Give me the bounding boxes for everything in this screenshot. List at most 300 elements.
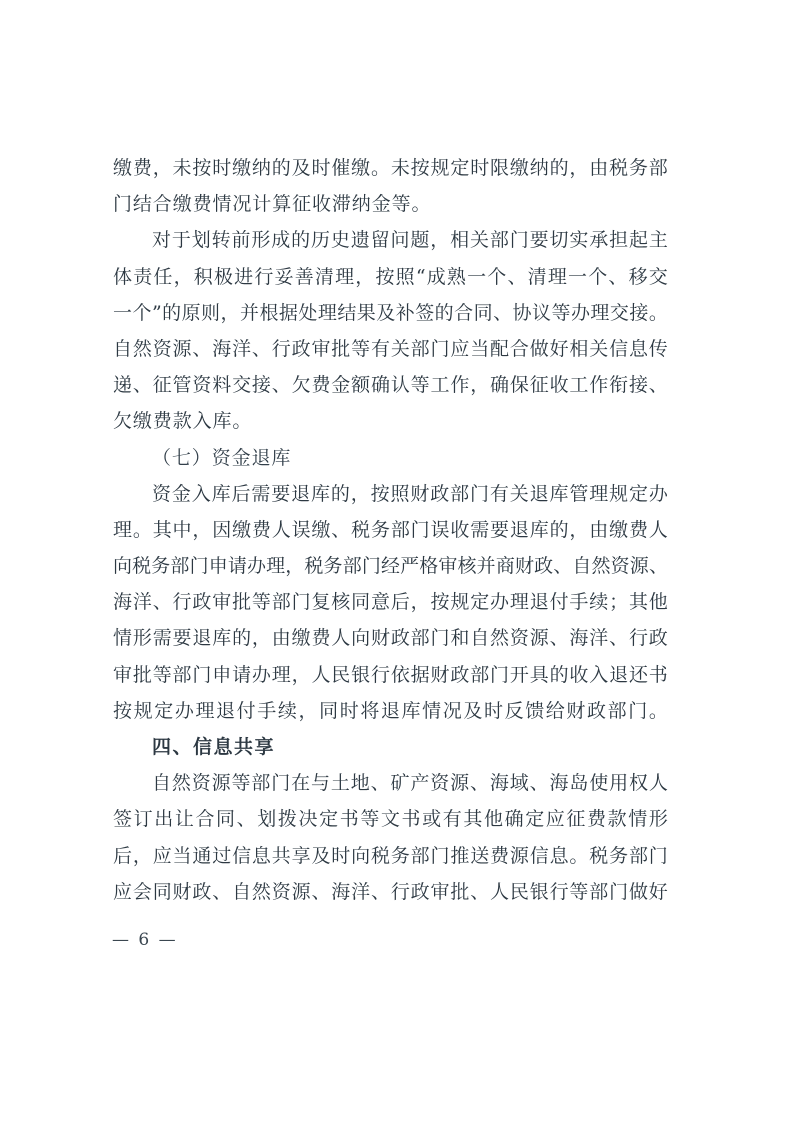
glyph: 遗: [350, 229, 370, 252]
glyph: ，: [569, 518, 589, 541]
glyph: 规: [609, 482, 629, 505]
glyph: 要: [529, 229, 549, 252]
glyph: 的: [162, 301, 182, 324]
glyph: 民: [509, 880, 529, 903]
glyph: 签: [113, 808, 133, 831]
glyph: 交: [232, 374, 252, 397]
text-line: [113, 548, 668, 584]
glyph: 门: [628, 699, 648, 722]
glyph: 办: [251, 663, 271, 686]
glyph: 、: [608, 265, 628, 288]
glyph: 让: [174, 808, 194, 831]
glyph: 严: [400, 555, 420, 578]
text-line: [113, 150, 668, 186]
glyph: 税: [304, 555, 324, 578]
glyph: 民: [331, 663, 351, 686]
text-line: [113, 620, 668, 656]
glyph: 。: [648, 699, 668, 722]
glyph: 、: [648, 555, 668, 578]
glyph: 实: [569, 229, 589, 252]
glyph: 递: [113, 374, 133, 397]
glyph: 源: [629, 555, 649, 578]
glyph: 要: [490, 518, 510, 541]
glyph: 移: [628, 265, 648, 288]
glyph: 人: [311, 663, 331, 686]
glyph: 人: [490, 880, 510, 903]
glyph: 照: [390, 482, 410, 505]
glyph: 一: [568, 265, 588, 288]
glyph: 办: [648, 482, 668, 505]
glyph: 关: [509, 482, 529, 505]
glyph: 确: [370, 374, 390, 397]
glyph: 政: [450, 663, 470, 686]
glyph: 商: [495, 555, 515, 578]
glyph: 清: [314, 265, 334, 288]
glyph: 批: [331, 337, 351, 360]
glyph: 则: [201, 301, 221, 324]
glyph: 办: [174, 699, 194, 722]
glyph: 海: [569, 627, 589, 650]
glyph: 原: [181, 301, 201, 324]
glyph: 的: [549, 157, 569, 179]
glyph: 库: [211, 482, 231, 505]
glyph: 定: [319, 808, 339, 831]
glyph: 后: [231, 482, 251, 505]
glyph: 、: [311, 880, 331, 903]
glyph: 息: [628, 337, 648, 360]
glyph: 留: [370, 229, 390, 252]
glyph: 主: [648, 229, 668, 252]
glyph: 对: [152, 229, 172, 252]
glyph: ”: [151, 301, 162, 324]
glyph: 部: [589, 880, 609, 903]
text-line: 欠缴费款入库。: [113, 410, 253, 433]
glyph: 向: [351, 844, 371, 867]
sub-heading: （七）资金退库: [152, 446, 292, 469]
glyph: 、: [331, 518, 351, 541]
glyph: 相: [450, 229, 470, 252]
glyph: 库: [529, 518, 549, 541]
glyph: 通: [192, 844, 212, 867]
glyph: 资: [191, 772, 211, 795]
glyph: 。: [569, 844, 589, 867]
glyph: 政: [291, 337, 311, 360]
glyph: 当: [172, 844, 192, 867]
glyph: 门: [291, 591, 311, 614]
glyph: 退: [216, 699, 236, 722]
glyph: 定: [470, 591, 490, 614]
text-line: 门结合缴费情况计算征收滞纳金等。: [113, 193, 432, 216]
glyph: 形: [648, 808, 668, 831]
glyph: 门: [271, 772, 291, 795]
glyph: ，: [355, 265, 375, 288]
glyph: 、: [549, 627, 569, 650]
glyph: 接: [629, 301, 649, 324]
glyph: 部: [489, 229, 509, 252]
glyph: 岛: [569, 772, 589, 795]
glyph: ，: [285, 555, 305, 578]
glyph: 规: [133, 699, 153, 722]
glyph: 等: [551, 301, 571, 324]
glyph: 配: [490, 337, 510, 360]
glyph: 费: [587, 808, 607, 831]
glyph: 源: [509, 844, 529, 867]
glyph: 书: [648, 663, 668, 686]
glyph: 财: [370, 627, 390, 650]
glyph: 费: [628, 518, 648, 541]
glyph: 退: [529, 591, 549, 614]
glyph: 工: [569, 374, 589, 397]
glyph: 形: [132, 627, 152, 650]
glyph: 切: [549, 229, 569, 252]
glyph: 等: [569, 880, 589, 903]
glyph: 误: [291, 518, 311, 541]
glyph: 及: [291, 157, 311, 179]
glyph: 、: [236, 808, 256, 831]
glyph: 批: [232, 591, 252, 614]
glyph: 及: [311, 844, 331, 867]
glyph: 关: [390, 337, 410, 360]
glyph: 他: [648, 591, 668, 614]
glyph: 做: [529, 337, 549, 360]
glyph: 等: [410, 374, 430, 397]
glyph: 行: [254, 265, 274, 288]
glyph: 然: [132, 337, 152, 360]
glyph: 成: [271, 229, 291, 252]
glyph: 地: [350, 772, 370, 795]
glyph: 政: [534, 555, 554, 578]
glyph: 的: [549, 518, 569, 541]
glyph: 洋: [132, 591, 152, 614]
glyph: 税: [589, 844, 609, 867]
glyph: 后: [390, 591, 410, 614]
glyph: 书: [401, 808, 421, 831]
glyph: 由: [271, 627, 291, 650]
glyph: 中: [172, 518, 192, 541]
glyph: 传: [648, 337, 668, 360]
glyph: 门: [189, 555, 209, 578]
glyph: 申: [212, 663, 232, 686]
glyph: 、: [251, 337, 271, 360]
text-line: [113, 838, 668, 874]
glyph: 时: [470, 157, 490, 179]
glyph: 费: [311, 627, 331, 650]
glyph: 库: [401, 699, 421, 722]
glyph: 人: [648, 518, 668, 541]
glyph: 保: [509, 374, 529, 397]
glyph: 、: [648, 374, 668, 397]
glyph: 海: [489, 772, 509, 795]
glyph: 开: [509, 663, 529, 686]
glyph: 门: [648, 844, 668, 867]
glyph: 金: [171, 482, 191, 505]
glyph: 根: [259, 301, 279, 324]
glyph: 情: [628, 808, 648, 831]
glyph: 审: [212, 591, 232, 614]
page-number: — 6 —: [112, 930, 178, 950]
glyph: 政: [587, 699, 607, 722]
glyph: 源: [450, 772, 470, 795]
glyph: 在: [291, 772, 311, 795]
glyph: 好: [549, 337, 569, 360]
glyph: 同: [473, 301, 493, 324]
glyph: 资: [509, 627, 529, 650]
glyph: ，: [410, 591, 430, 614]
glyph: 熟: [446, 265, 466, 288]
text-line: [113, 874, 668, 910]
glyph: 要: [172, 627, 192, 650]
glyph: ，: [132, 844, 152, 867]
glyph: ，: [350, 482, 370, 505]
glyph: 信: [609, 337, 629, 360]
glyph: 享: [291, 844, 311, 867]
glyph: 时: [331, 844, 351, 867]
glyph: 同: [319, 699, 339, 722]
glyph: 自: [232, 880, 252, 903]
glyph: 责: [133, 265, 153, 288]
glyph: 库: [212, 627, 232, 650]
glyph: 部: [410, 337, 430, 360]
glyph: 反: [504, 699, 524, 722]
glyph: 、: [271, 374, 291, 397]
glyph: 划: [191, 229, 211, 252]
glyph: 行: [390, 880, 410, 903]
glyph: 海: [549, 772, 569, 795]
glyph: 定: [525, 808, 545, 831]
glyph: 理: [271, 663, 291, 686]
text-line: [113, 693, 668, 729]
glyph: 处: [298, 301, 318, 324]
glyph: 限: [490, 157, 510, 179]
glyph: 会: [132, 880, 152, 903]
glyph: 财: [172, 880, 192, 903]
glyph: 入: [191, 482, 211, 505]
text-line: [113, 331, 668, 367]
glyph: 费: [311, 374, 331, 397]
glyph: ，: [192, 518, 212, 541]
glyph: 历: [311, 229, 331, 252]
glyph: 拨: [277, 808, 297, 831]
glyph: 相: [569, 337, 589, 360]
glyph: 出: [154, 808, 174, 831]
glyph: 办: [246, 555, 266, 578]
glyph: 部: [342, 555, 362, 578]
glyph: 域: [509, 772, 529, 795]
glyph: 同: [351, 591, 371, 614]
glyph: 部: [607, 699, 627, 722]
glyph: 批: [450, 880, 470, 903]
glyph: 情: [422, 699, 442, 722]
glyph: ，: [152, 157, 172, 179]
glyph: 手: [569, 591, 589, 614]
glyph: 应: [152, 844, 172, 867]
glyph: 行: [370, 663, 390, 686]
glyph: 格: [419, 555, 439, 578]
glyph: 确: [490, 374, 510, 397]
glyph: 时: [483, 699, 503, 722]
glyph: 部: [648, 157, 668, 179]
glyph: 审: [113, 663, 133, 686]
glyph: 用: [609, 772, 629, 795]
glyph: 理: [589, 482, 609, 505]
glyph: 纳: [251, 157, 271, 179]
glyph: 理: [113, 518, 133, 541]
glyph: 缴: [291, 627, 311, 650]
glyph: 应: [450, 337, 470, 360]
glyph: 审: [438, 555, 458, 578]
glyph: 果: [356, 301, 376, 324]
glyph: 有: [370, 337, 390, 360]
glyph: 、: [470, 880, 490, 903]
glyph: 部: [410, 627, 430, 650]
glyph: 按: [192, 157, 212, 179]
glyph: 人: [331, 627, 351, 650]
glyph: 欠: [291, 374, 311, 397]
glyph: 、: [493, 301, 513, 324]
glyph: 并: [239, 301, 259, 324]
glyph: 理: [335, 265, 355, 288]
glyph: 签: [415, 301, 435, 324]
glyph: 银: [529, 880, 549, 903]
glyph: 部: [628, 844, 648, 867]
glyph: 海: [331, 880, 351, 903]
document-body: [113, 150, 668, 910]
glyph: 合: [509, 337, 529, 360]
glyph: 及: [463, 699, 483, 722]
glyph: 务: [323, 555, 343, 578]
glyph: 史: [330, 229, 350, 252]
glyph: 核: [331, 591, 351, 614]
glyph: 理: [590, 301, 610, 324]
glyph: 办: [570, 301, 590, 324]
glyph: 划: [257, 808, 277, 831]
glyph: 于: [171, 229, 191, 252]
glyph: 部: [390, 518, 410, 541]
glyph: 时: [339, 699, 359, 722]
glyph: 的: [434, 301, 454, 324]
glyph: 同: [216, 808, 236, 831]
glyph: 善: [294, 265, 314, 288]
glyph: 情: [113, 627, 133, 650]
glyph: 的: [330, 482, 350, 505]
glyph: ，: [470, 374, 490, 397]
glyph: 政: [430, 482, 450, 505]
text-line: [113, 476, 668, 512]
glyph: 洋: [589, 627, 609, 650]
glyph: 认: [390, 374, 410, 397]
glyph: 息: [549, 844, 569, 867]
glyph: 时: [212, 157, 232, 179]
glyph: 缴: [311, 518, 331, 541]
glyph: 务: [370, 518, 390, 541]
glyph: 行: [628, 627, 648, 650]
glyph: 等: [360, 808, 380, 831]
glyph: 他: [483, 808, 503, 831]
glyph: 由: [589, 518, 609, 541]
glyph: 决: [298, 808, 318, 831]
glyph: 、: [507, 265, 527, 288]
glyph: 前: [231, 229, 251, 252]
glyph: 一: [113, 301, 133, 324]
glyph: 据: [278, 301, 298, 324]
glyph: 的: [271, 157, 291, 179]
glyph: 门: [361, 555, 381, 578]
glyph: 况: [442, 699, 462, 722]
glyph: 门: [509, 229, 529, 252]
glyph: 其: [463, 808, 483, 831]
glyph: 做: [628, 880, 648, 903]
glyph: 缴: [113, 157, 133, 179]
glyph: 请: [232, 663, 252, 686]
glyph: 。: [370, 157, 390, 179]
glyph: 海: [212, 337, 232, 360]
glyph: 管: [172, 374, 192, 397]
glyph: 息: [251, 844, 271, 867]
glyph: 务: [609, 844, 629, 867]
glyph: 题: [410, 229, 430, 252]
glyph: 接: [628, 374, 648, 397]
glyph: 入: [589, 663, 609, 686]
glyph: 作: [450, 374, 470, 397]
glyph: 洋: [351, 880, 371, 903]
glyph: 缴: [232, 157, 252, 179]
glyph: 作: [589, 374, 609, 397]
glyph: 额: [351, 374, 371, 397]
glyph: 源: [291, 880, 311, 903]
glyph: 补: [395, 301, 415, 324]
glyph: 财: [410, 482, 430, 505]
glyph: 的: [549, 663, 569, 686]
glyph: 审: [430, 880, 450, 903]
glyph: 办: [490, 591, 510, 614]
glyph: 合: [195, 808, 215, 831]
glyph: 承: [589, 229, 609, 252]
glyph: 书: [339, 808, 359, 831]
glyph: ；: [609, 591, 629, 614]
glyph: 退: [529, 482, 549, 505]
glyph: 银: [351, 663, 371, 686]
glyph: 洋: [232, 337, 252, 360]
glyph: 议: [532, 301, 552, 324]
section-heading: 四、信息共享: [152, 736, 276, 758]
glyph: 当: [470, 337, 490, 360]
glyph: 人: [648, 772, 668, 795]
glyph: 自: [152, 772, 172, 795]
glyph: 门: [430, 844, 450, 867]
glyph: 、: [470, 772, 490, 795]
glyph: 个: [487, 265, 507, 288]
glyph: 等: [152, 663, 172, 686]
glyph: 税: [609, 157, 629, 179]
glyph: 信: [232, 844, 252, 867]
glyph: 进: [234, 265, 254, 288]
glyph: 手: [257, 699, 277, 722]
glyph: 资: [430, 772, 450, 795]
glyph: 费: [490, 844, 510, 867]
glyph: 工: [430, 374, 450, 397]
glyph: 资: [152, 337, 172, 360]
glyph: 按: [410, 157, 430, 179]
glyph: 然: [591, 555, 611, 578]
glyph: 收: [549, 374, 569, 397]
glyph: 管: [569, 482, 589, 505]
glyph: 政: [410, 880, 430, 903]
glyph: 具: [529, 663, 549, 686]
glyph: 理: [195, 699, 215, 722]
glyph: 、: [152, 591, 172, 614]
glyph: 征: [152, 374, 172, 397]
glyph: 缴: [232, 518, 252, 541]
